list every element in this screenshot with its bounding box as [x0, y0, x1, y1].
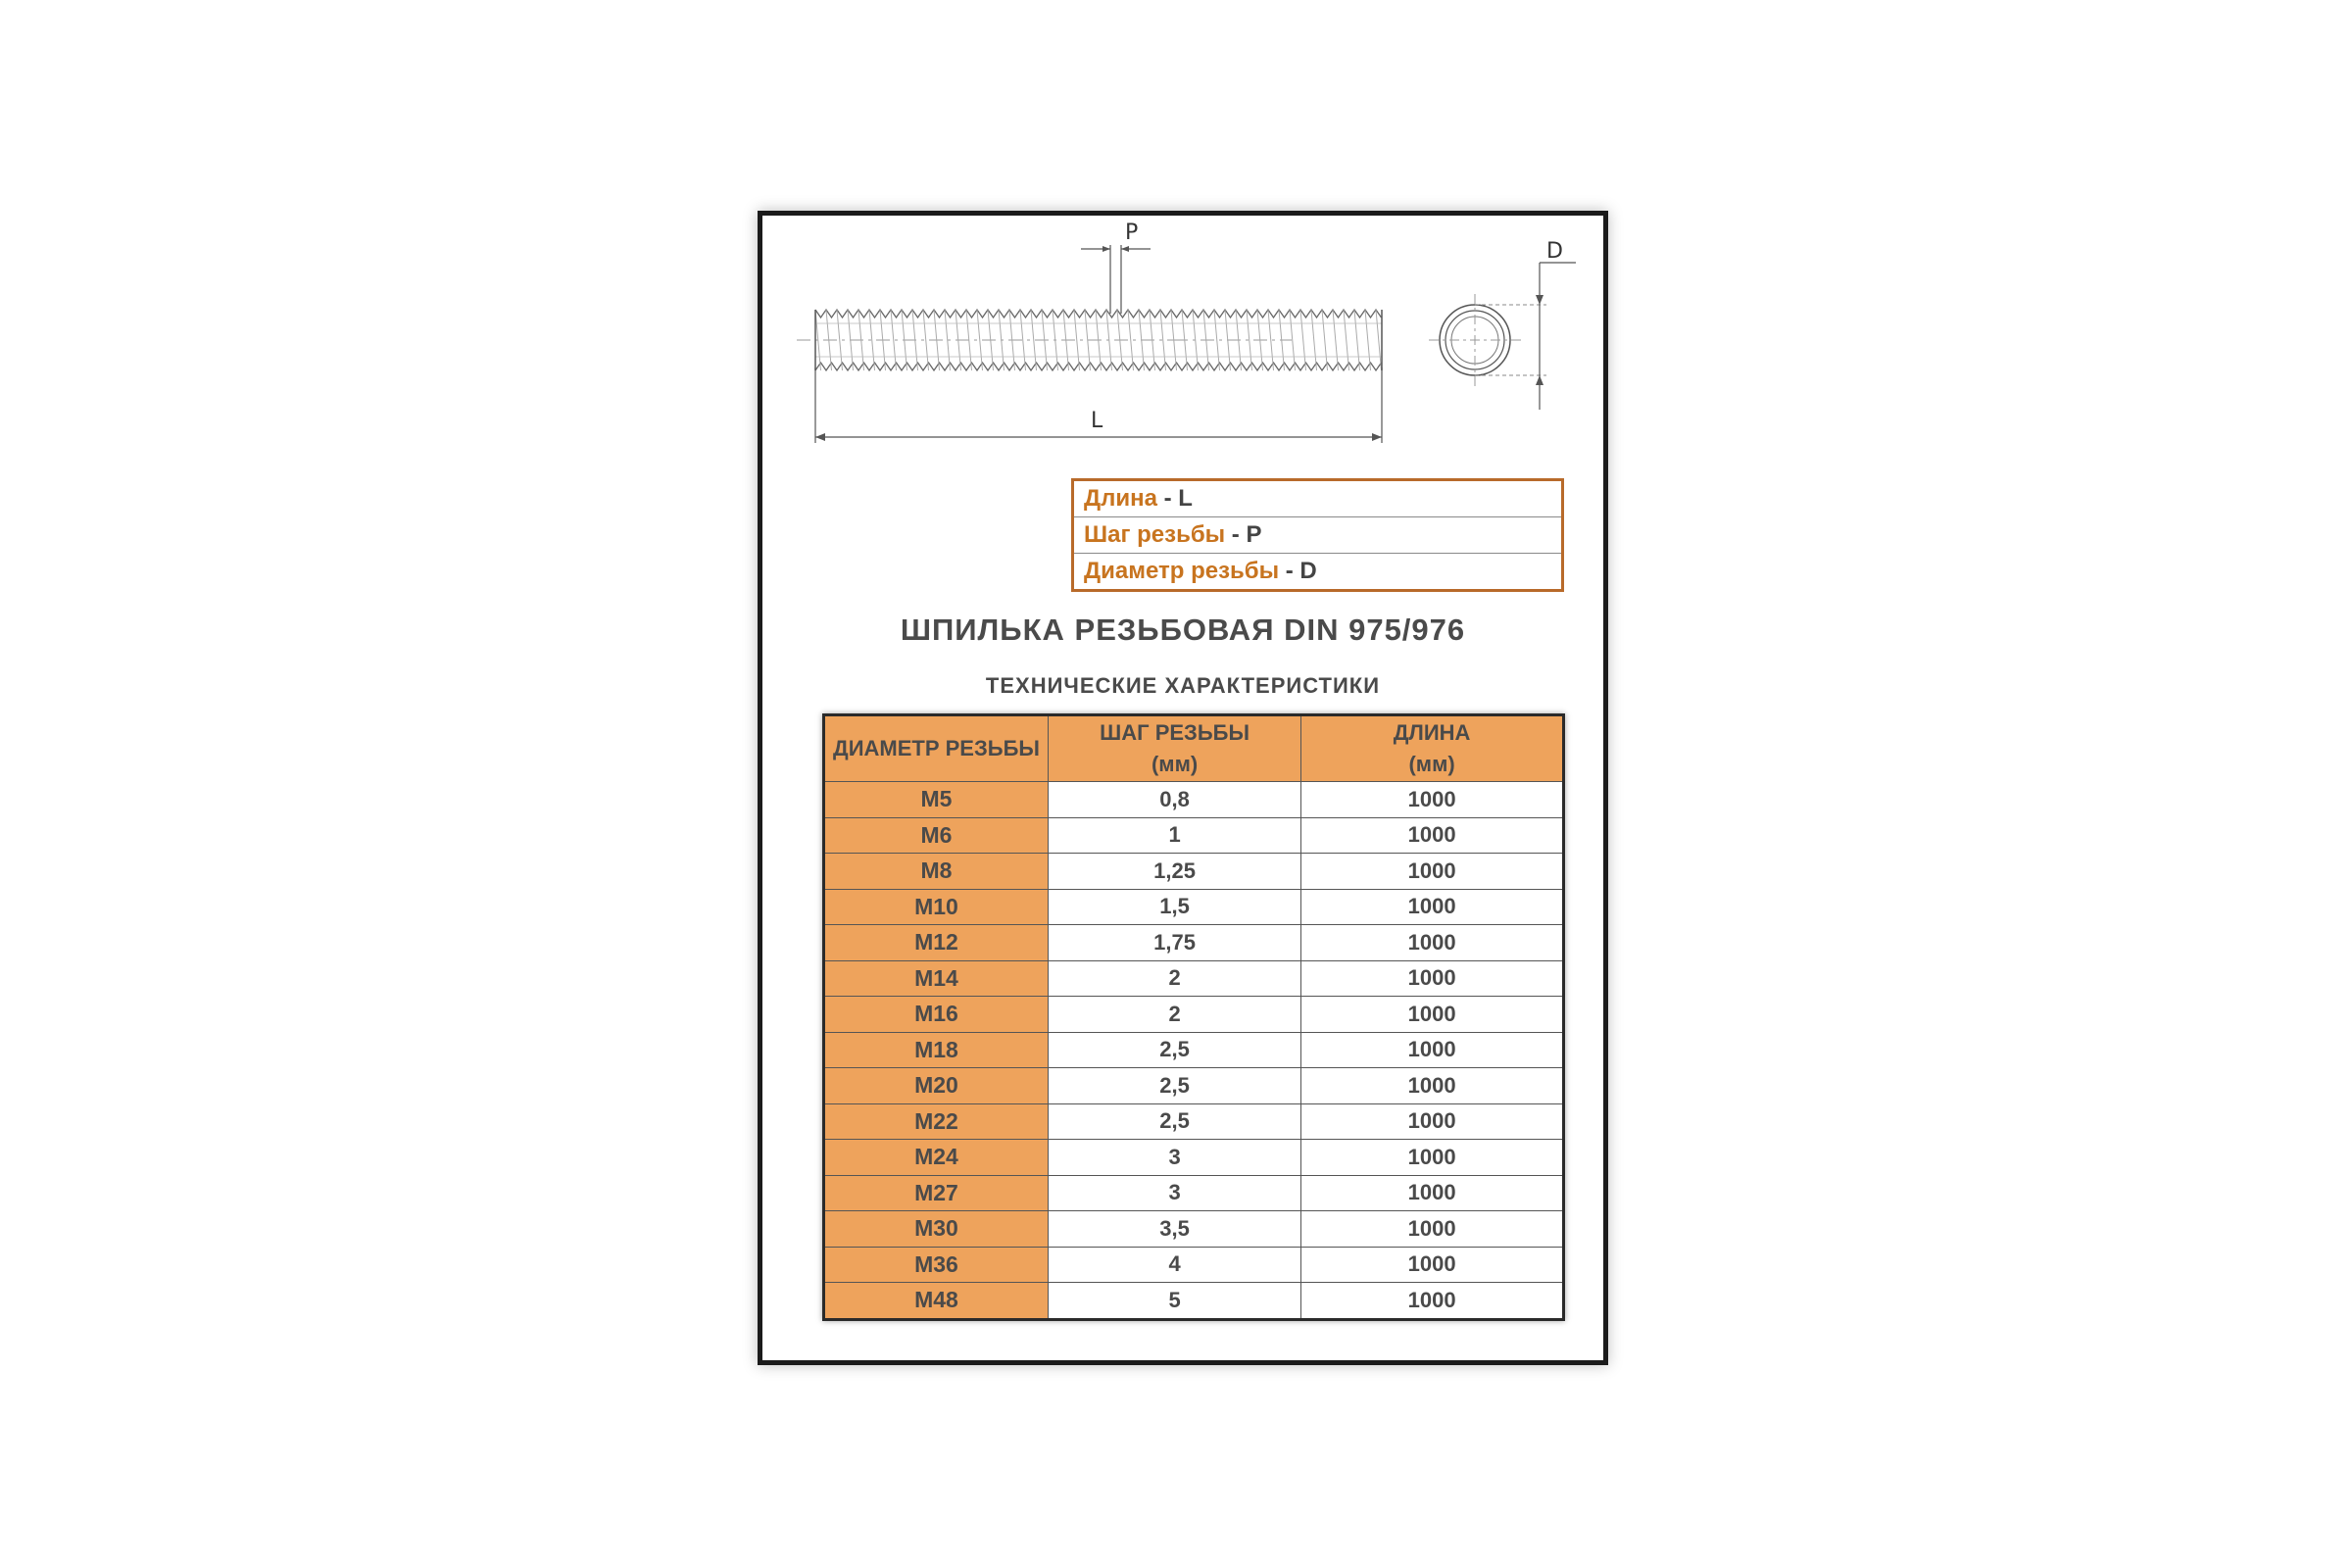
- pitch-label: P: [1125, 220, 1139, 245]
- table-row: [824, 1068, 1564, 1104]
- cell-pitch: 4: [1048, 1247, 1300, 1283]
- table-row: [824, 854, 1564, 890]
- page-title: ШПИЛЬКА РЕЗЬБОВАЯ DIN 975/976: [900, 612, 1466, 647]
- cell-pitch: 0,8: [1048, 782, 1300, 818]
- cell-length: 1000: [1301, 1103, 1564, 1140]
- table-row: [824, 1247, 1564, 1283]
- cell-pitch: 1,75: [1048, 925, 1300, 961]
- cell-pitch: 3: [1048, 1140, 1300, 1176]
- table-row: [824, 817, 1564, 854]
- legend-term: Длина: [1084, 485, 1157, 512]
- diameter-label: D: [1546, 239, 1563, 264]
- pitch-dimension: [1081, 220, 1151, 314]
- table-row: [824, 960, 1564, 997]
- cell-length: 1000: [1301, 997, 1564, 1033]
- cell-diameter: M36: [824, 1247, 1049, 1283]
- length-label: L: [1091, 409, 1103, 433]
- cell-pitch: 2,5: [1048, 1103, 1300, 1140]
- rod-thread: [815, 310, 1382, 370]
- cell-diameter: M12: [824, 925, 1049, 961]
- table-row: [824, 1283, 1564, 1320]
- legend-row-diameter: [1074, 554, 1561, 589]
- cell-pitch: 2,5: [1048, 1032, 1300, 1068]
- cell-diameter: M14: [824, 960, 1049, 997]
- cell-diameter: M48: [824, 1283, 1049, 1320]
- cell-diameter: M27: [824, 1175, 1049, 1211]
- page-subtitle: ТЕХНИЧЕСКИЕ ХАРАКТЕРИСТИКИ: [985, 673, 1381, 698]
- cell-pitch: 2,5: [1048, 1068, 1300, 1104]
- header-pitch: [1048, 715, 1300, 782]
- cell-length: 1000: [1301, 960, 1564, 997]
- cell-pitch: 2: [1048, 960, 1300, 997]
- cell-length: 1000: [1301, 1140, 1564, 1176]
- table-row: [824, 1140, 1564, 1176]
- legend-row-length: [1074, 481, 1561, 517]
- cell-length: 1000: [1301, 854, 1564, 890]
- table-row: [824, 997, 1564, 1033]
- legend-separator: -: [1156, 485, 1179, 512]
- header-line: ДЛИНА: [1393, 720, 1471, 745]
- cell-diameter: M30: [824, 1211, 1049, 1248]
- rod-end-view: [1429, 239, 1576, 410]
- cell-pitch: 1: [1048, 817, 1300, 854]
- length-dimension: [815, 368, 1382, 443]
- cell-pitch: 3,5: [1048, 1211, 1300, 1248]
- table-body: [824, 782, 1564, 1320]
- cell-diameter: M5: [824, 782, 1049, 818]
- header-line: ШАГ РЕЗЬБЫ: [1100, 720, 1250, 745]
- table-row: [824, 782, 1564, 818]
- table-row: [824, 889, 1564, 925]
- cell-length: 1000: [1301, 782, 1564, 818]
- legend-separator: -: [1225, 521, 1247, 548]
- cell-length: 1000: [1301, 1032, 1564, 1068]
- cell-length: 1000: [1301, 1247, 1564, 1283]
- cell-diameter: M10: [824, 889, 1049, 925]
- cell-diameter: M22: [824, 1103, 1049, 1140]
- cell-length: 1000: [1301, 1175, 1564, 1211]
- dimension-legend: [1071, 478, 1564, 592]
- table-row: [824, 1103, 1564, 1140]
- cell-diameter: M20: [824, 1068, 1049, 1104]
- legend-symbol: P: [1246, 521, 1262, 548]
- cell-length: 1000: [1301, 1283, 1564, 1320]
- legend-symbol: D: [1299, 558, 1317, 584]
- legend-term: Шаг резьбы: [1084, 521, 1226, 548]
- threaded-rod-drawing: [762, 216, 1603, 470]
- table-row: [824, 1211, 1564, 1248]
- cell-pitch: 1,25: [1048, 854, 1300, 890]
- legend-symbol: L: [1178, 485, 1193, 512]
- cell-pitch: 5: [1048, 1283, 1300, 1320]
- legend-row-pitch: [1074, 517, 1561, 554]
- table-header-row: [824, 715, 1564, 782]
- cell-length: 1000: [1301, 1068, 1564, 1104]
- cell-pitch: 1,5: [1048, 889, 1300, 925]
- legend-term: Диаметр резьбы: [1084, 558, 1280, 584]
- cell-length: 1000: [1301, 889, 1564, 925]
- cell-length: 1000: [1301, 1211, 1564, 1248]
- header-unit: (мм): [1408, 752, 1455, 776]
- cell-length: 1000: [1301, 925, 1564, 961]
- header-line: ДИАМЕТР РЕЗЬБЫ: [833, 736, 1040, 760]
- header-unit: (мм): [1151, 752, 1199, 776]
- spec-table: [822, 713, 1565, 1321]
- cell-diameter: M8: [824, 854, 1049, 890]
- table-row: [824, 1032, 1564, 1068]
- cell-diameter: M18: [824, 1032, 1049, 1068]
- cell-diameter: M6: [824, 817, 1049, 854]
- cell-diameter: M24: [824, 1140, 1049, 1176]
- cell-pitch: 2: [1048, 997, 1300, 1033]
- legend-separator: -: [1279, 558, 1300, 584]
- table-row: [824, 925, 1564, 961]
- cell-length: 1000: [1301, 817, 1564, 854]
- cell-diameter: M16: [824, 997, 1049, 1033]
- table-row: [824, 1175, 1564, 1211]
- spec-sheet: [758, 211, 1608, 1365]
- cell-pitch: 3: [1048, 1175, 1300, 1211]
- header-length: [1301, 715, 1564, 782]
- header-diameter: [824, 715, 1049, 782]
